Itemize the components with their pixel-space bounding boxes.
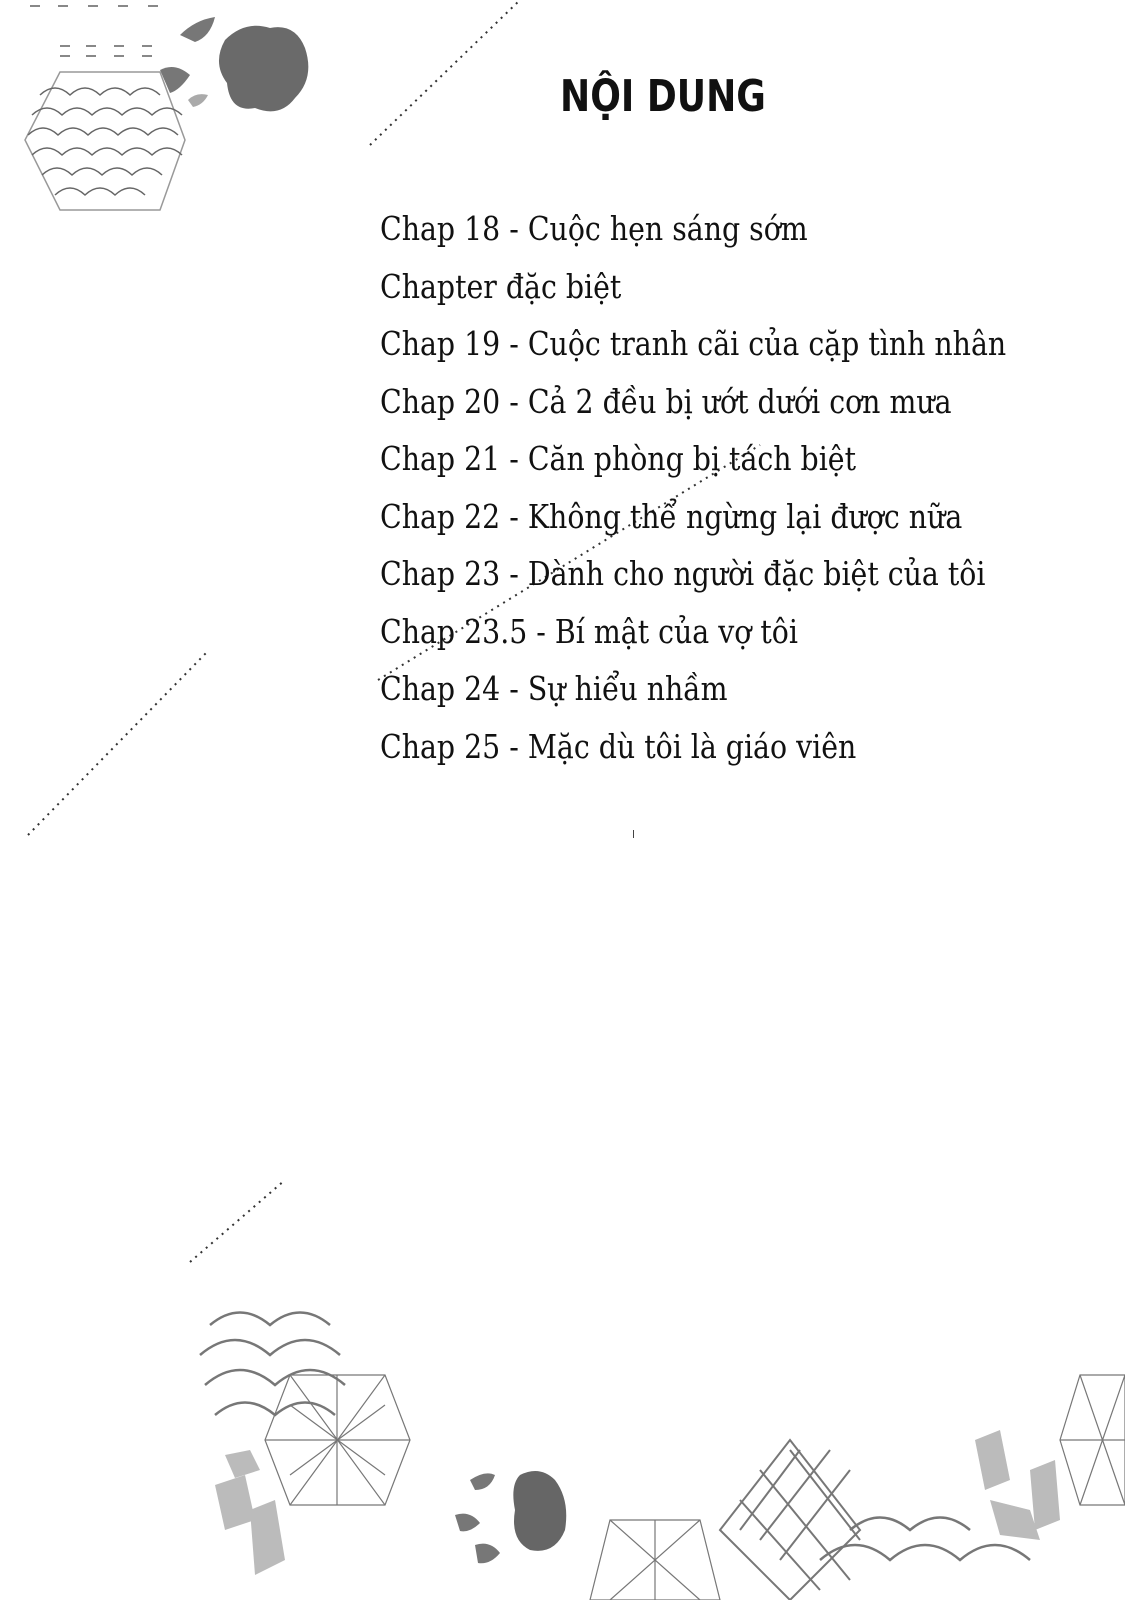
table-of-contents: [380, 200, 1108, 775]
toc-item: Chap 23.5 - Bí mật của vợ tôi: [380, 611, 798, 651]
seigaiha-pattern-icon: [25, 72, 185, 210]
toc-item: Chap 22 - Không thể ngừng lại được nữa: [380, 496, 963, 536]
kikko-patch-icon: [215, 1430, 1060, 1575]
stray-mark: [633, 830, 634, 838]
asanoha-pattern-icon: [265, 1375, 1125, 1600]
toc-item: Chap 19 - Cuộc tranh cãi của cặp tình nhân: [380, 324, 1007, 363]
dot-grid-icon: [30, 5, 158, 57]
toc-item: Chap 25 - Mặc dù tôi là giáo viên: [380, 726, 857, 766]
flower-icon: [455, 1471, 566, 1563]
toc-item: Chap 20 - Cả 2 đều bị ướt dưới cơn mưa: [380, 381, 952, 421]
toc-item: Chap 21 - Căn phòng bị tách biệt: [380, 439, 857, 478]
toc-item: Chapter đặc biệt: [380, 266, 622, 306]
toc-item: Chap 18 - Cuộc hẹn sáng sớm: [380, 209, 808, 248]
seigaiha-hexagon-icon: [200, 1313, 1030, 1561]
page-title: NỘI DUNG: [560, 71, 766, 123]
lattice-pattern-icon: [720, 1440, 860, 1600]
flower-icon: [160, 17, 308, 111]
toc-item: Chap 23 - Dành cho người đặc biệt của tôi: [380, 554, 986, 593]
toc-item: Chap 24 - Sự hiểu nhầm: [380, 669, 728, 708]
